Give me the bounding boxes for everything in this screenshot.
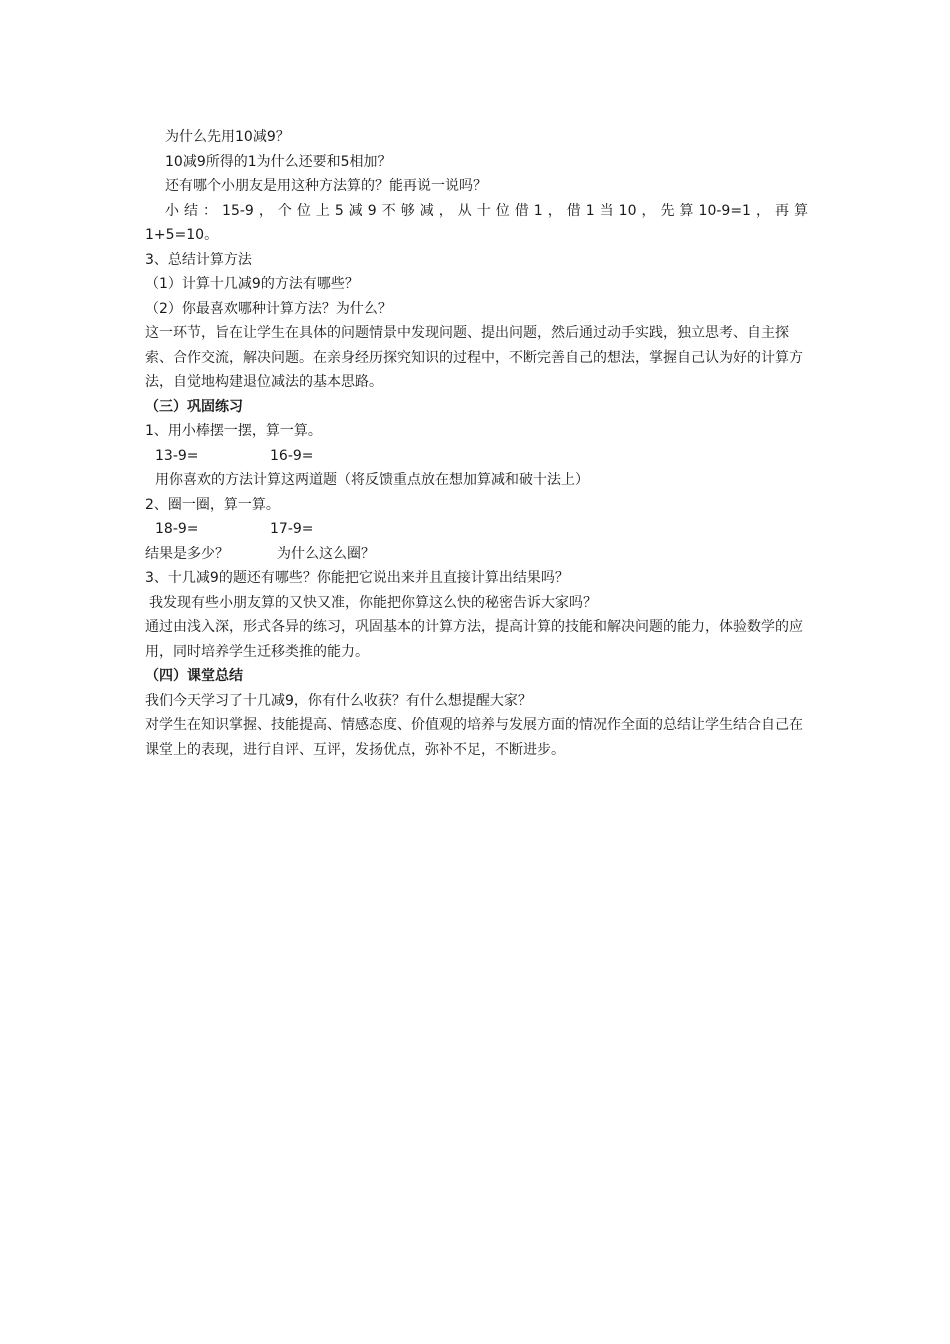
exercise-question: 为什么这么圈？ bbox=[277, 545, 375, 562]
exercise-question: 结果是多少？ bbox=[145, 545, 229, 562]
exercise-problem: 13-9= bbox=[155, 447, 199, 464]
paragraph: 通过由浅入深，形式各异的练习，巩固基本的计算方法，提高计算的技能和解决问题的能力，体验数学的应用，同时培养学生迁移类推的能力。 bbox=[145, 619, 803, 660]
exercise-note: 我发现有些小朋友算的又快又准，你能把你算这么快的秘密告诉大家吗？ bbox=[149, 594, 597, 611]
paragraph: 对学生在知识掌握、技能提高、情感态度、价值观的培养与发展方面的情况作全面的总结让学生结合自己在课堂上的表现，进行自评、互评，发扬优点，弥补不足，不断进步。 bbox=[145, 717, 803, 758]
summary-question: 我们今天学习了十几减9，你有什么收获？有什么想提醒大家？ bbox=[145, 692, 532, 709]
summary-line: 小结：15-9，个位上5减9不够减，从十位借1，借1当10，先算10-9=1，再算 bbox=[165, 202, 808, 219]
summary-line: 1+5=10。 bbox=[145, 227, 219, 243]
exercise-problem: 17-9= bbox=[270, 521, 314, 537]
exercise-title: 2、圈一圈，算一算。 bbox=[145, 496, 280, 513]
exercise-title: 3、十几减9的题还有哪些？你能把它说出来并且直接计算出结果吗？ bbox=[145, 570, 569, 586]
subheading: 3、总结计算方法 bbox=[145, 251, 252, 268]
list-item: （2）你最喜欢哪种计算方法？为什么？ bbox=[145, 300, 392, 317]
document-body bbox=[145, 125, 808, 762]
exercise-questions bbox=[145, 542, 808, 567]
exercise-title: 1、用小棒摆一摆，算一算。 bbox=[145, 423, 322, 439]
list-item: （1）计算十几减9的方法有哪些？ bbox=[145, 276, 359, 292]
exercise-note: 用你喜欢的方法计算这两道题（将反馈重点放在想加算减和破十法上） bbox=[155, 472, 589, 488]
exercise-problem: 18-9= bbox=[155, 521, 199, 537]
exercise-problems bbox=[145, 444, 808, 469]
exercise-problems bbox=[145, 517, 808, 542]
paragraph: 这一环节，旨在让学生在具体的问题情景中发现问题、提出问题，然后通过动手实践，独立思考、自主探索、合作交流，解决问题。在亲身经历探究知识的过程中，不断完善自己的想法，掌握自己认为好的计算方法，自觉地构建退位减法的基本思路。 bbox=[145, 325, 803, 390]
exercise-problem: 16-9= bbox=[270, 447, 314, 464]
section-heading: （四）课堂总结 bbox=[145, 668, 243, 684]
question-line: 还有哪个小朋友是用这种方法算的？能再说一说吗？ bbox=[165, 178, 487, 194]
question-line: 为什么先用10减9？ bbox=[165, 129, 290, 145]
section-heading: （三）巩固练习 bbox=[145, 398, 243, 415]
question-line: 10减9所得的1为什么还要和5相加？ bbox=[165, 153, 392, 170]
